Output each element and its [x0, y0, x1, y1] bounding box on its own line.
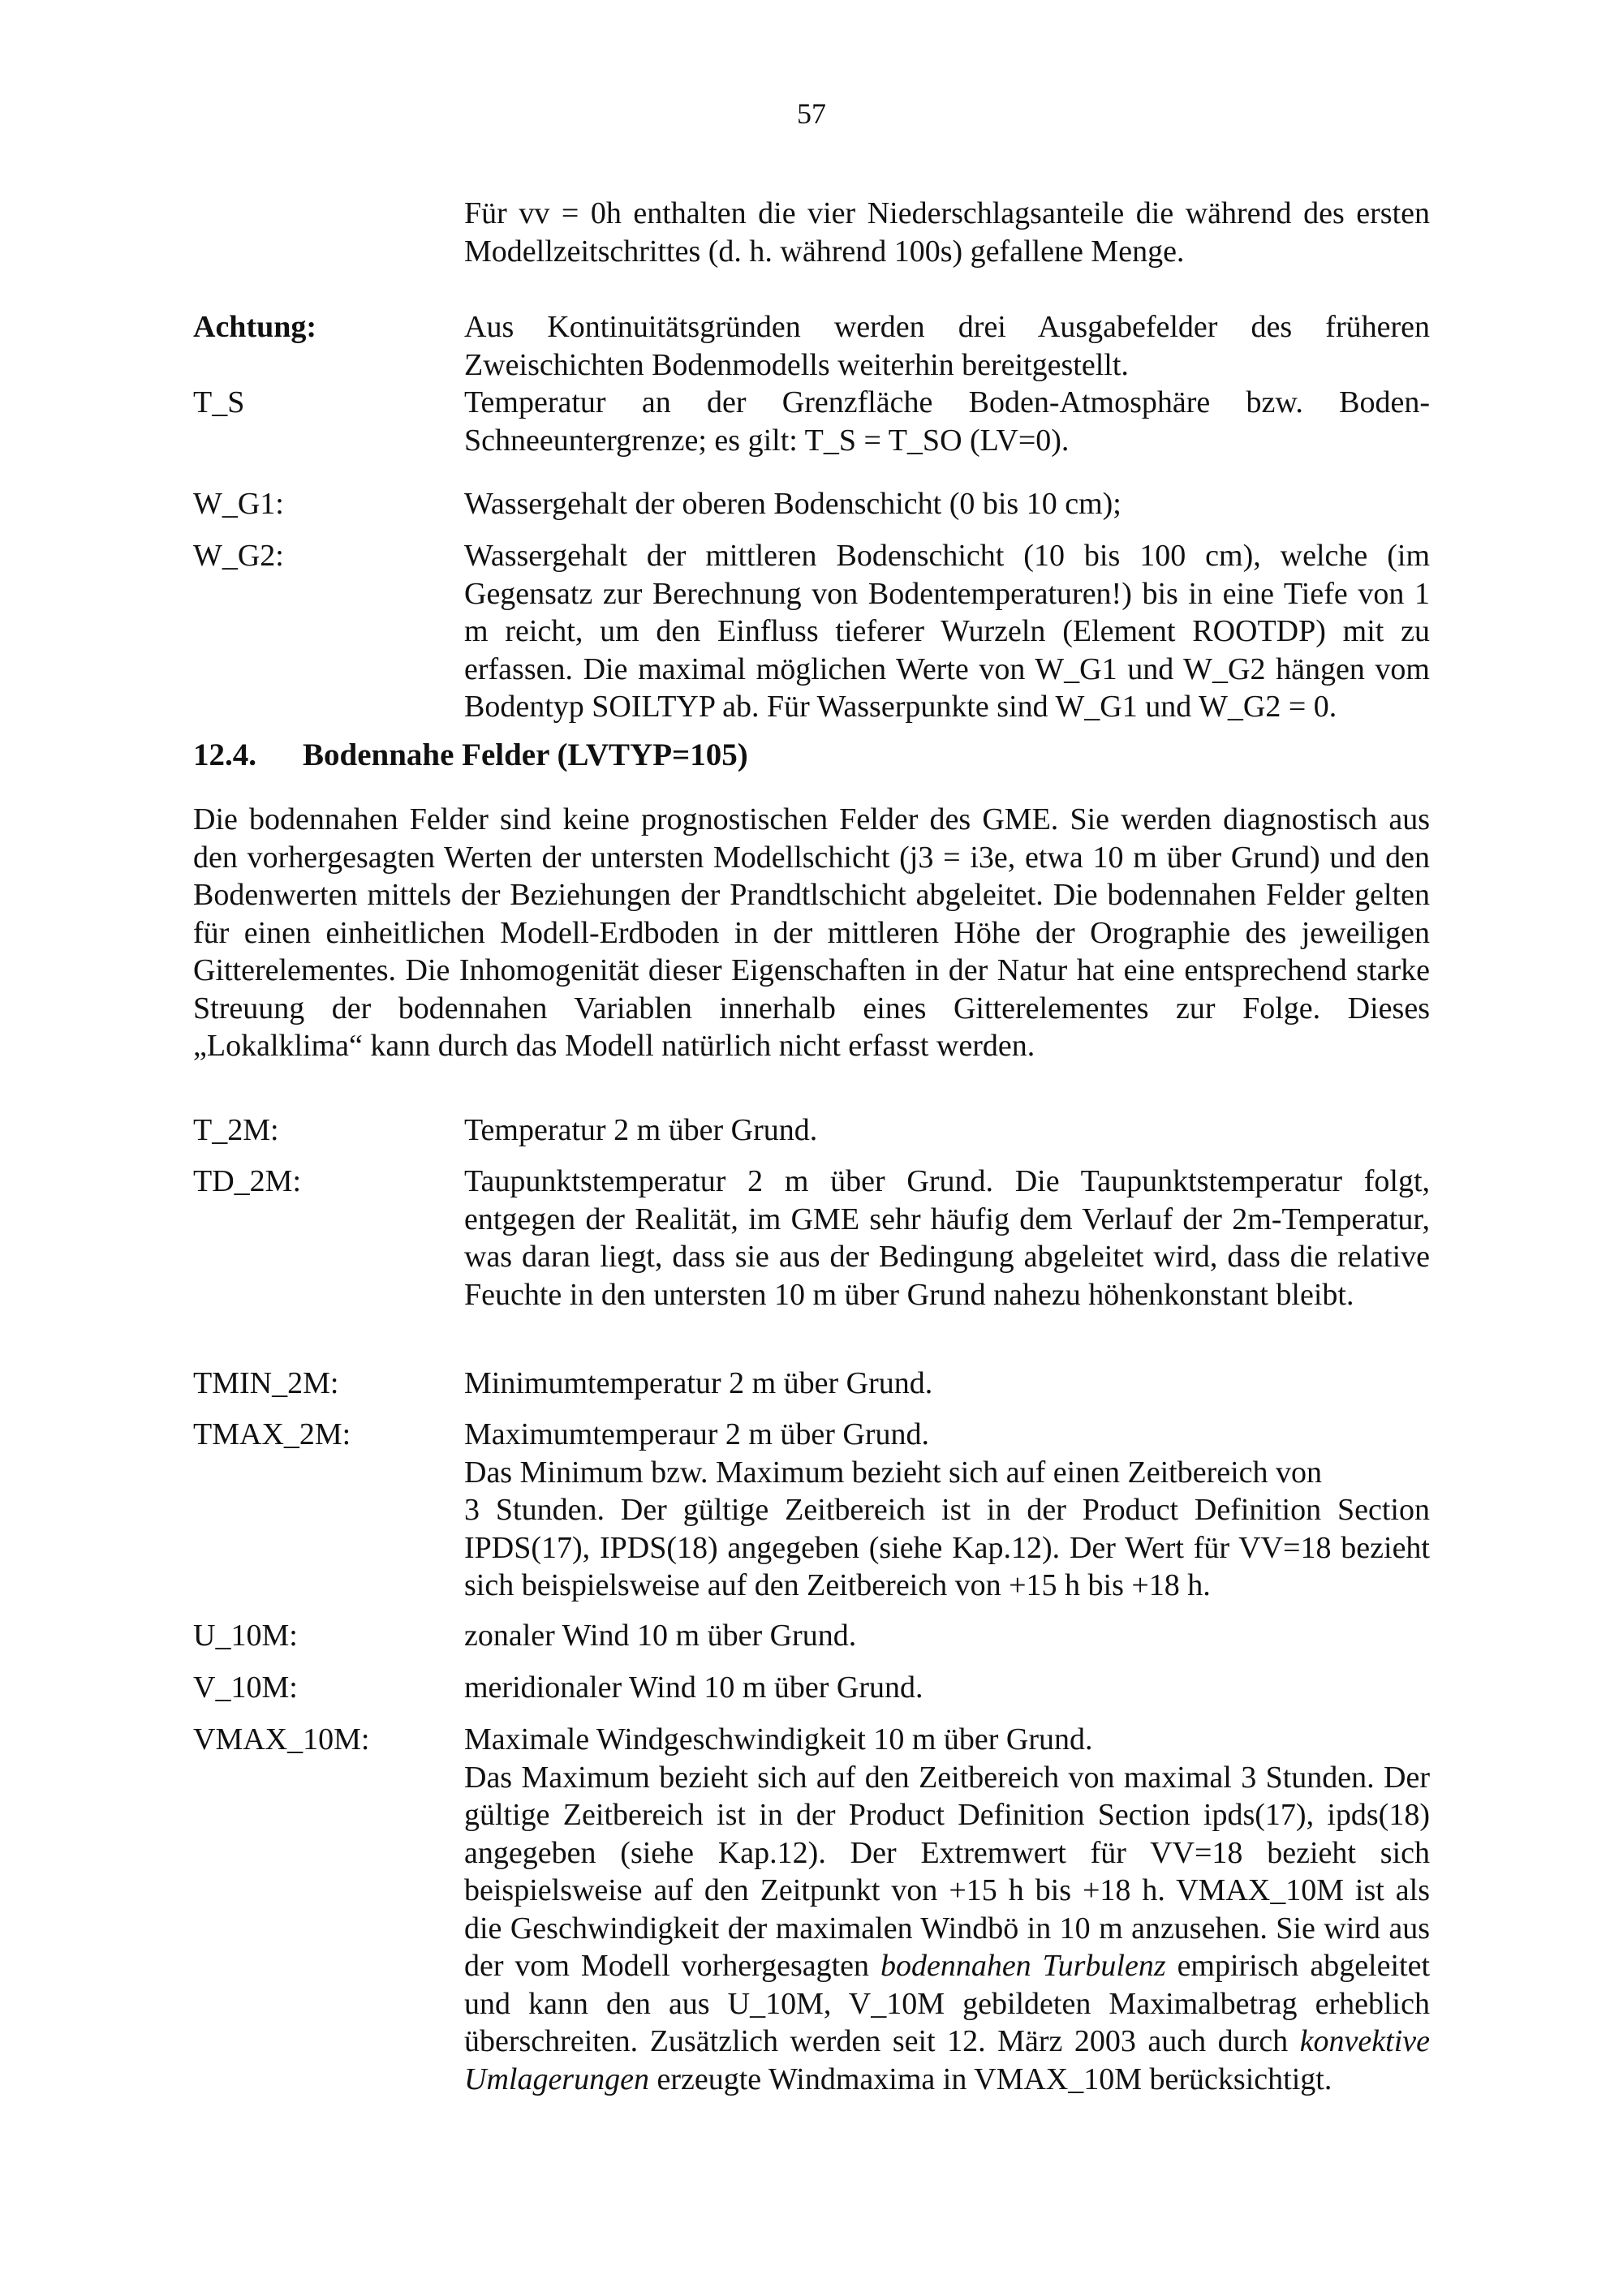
vmax-10m-note-part2: empirisch abgeleitet und kann den aus U_10M, V_10M gebildeten Maximalbetrag erheblich überschreiten. Zusätzlich werden seit 12. März 2003 auch durch [464, 1949, 1431, 2058]
term-w-g1: W_G1: [193, 487, 284, 521]
vmax-10m-note-part1: Das Maximum bezieht sich auf den Zeitbereich von maximal 3 Stunden. Der gültige Zeitbereich ist in der Product Definition Section ipds(17), ipds(18) angegeben (siehe Kap.12). Der Extremwert für VV=18 bezieht sich beispielsweise auf den Zeitpunkt von +15 h bis +18 h. VMAX_10M ist als die Geschwindigkeit der maximalen Windbö in 10 m anzusehen. Sie wird aus der vom Modell vorhergesagten [464, 1760, 1430, 1983]
page-number: 57 [797, 97, 826, 130]
definition-t-2m: Temperatur 2 m über Grund. [464, 1113, 818, 1147]
term-vmax-10m: VMAX_10M: [193, 1722, 370, 1756]
term-w-g2: W_G2: [193, 539, 284, 573]
term-t-s: T_S [193, 385, 245, 419]
vmax-10m-note-em2: konvektive Umlagerungen [464, 2024, 1430, 2096]
tmax-2m-note: 3 Stunden. Der gültige Zeitbereich ist in der Product Definition Section IPDS(17), IPDS(18) angegeben (siehe Kap.12). Der Wert für VV=18 bezieht sich beispielsweise auf den Zeitbereich von +15 h bis +18 h. [464, 1493, 1430, 1602]
achtung-text: Aus Kontinuitätsgründen werden drei Ausgabefelder des früheren Zweischichten Bodenmodells weiterhin bereitgestellt. [464, 310, 1430, 382]
term-tmax-2m: TMAX_2M: [193, 1417, 351, 1451]
term-t-2m: T_2M: [193, 1113, 279, 1147]
definition-vmax-10m [464, 1721, 1430, 2098]
tmax-2m-note-line1: Das Minimum bzw. Maximum bezieht sich auf einen Zeitbereich von [464, 1455, 1323, 1490]
intro-paragraph: Für vv = 0h enthalten die vier Niederschlagsanteile die während des ersten Modellzeitschrittes (d. h. während 100s) gefallene Menge. [464, 196, 1430, 269]
section-number: 12.4. [193, 737, 256, 772]
definition-u-10m: zonaler Wind 10 m über Grund. [464, 1619, 857, 1653]
term-tmin-2m: TMIN_2M: [193, 1366, 339, 1400]
section-heading [193, 737, 748, 774]
vmax-10m-note-part3: erzeugte Windmaxima in VMAX_10M berücksichtigt. [657, 2062, 1332, 2096]
section-paragraph: Die bodennahen Felder sind keine prognostischen Felder des GME. Sie werden diagnostisch aus den vorhergesagten Werten der untersten Modellschicht (j3 = i3e, etwa 10 m über Grund) und den Bodenwerten mittels der Beziehungen der Prandtlschicht abgeleitet. Die bodennahen Felder gelten für einen einheitlichen Modell-Erdboden in der mittleren Höhe der Orographie des jeweiligen Gitterelementes. Die Inhomogenität dieser Eigenschaften in der Natur hat eine entsprechend starke Streuung der bodennahen Variablen innerhalb eines Gitterelementes zur Folge. Dieses „Lokalklima“ kann durch das Modell natürlich nicht erfasst werden. [193, 802, 1430, 1063]
definition-td-2m: Taupunktstemperatur 2 m über Grund. Die Taupunktstemperatur folgt, entgegen der Realität, im GME sehr häufig dem Verlauf der 2m-Temperatur, was daran liegt, dass sie aus der Bedingung abgeleitet wird, dass die relative Feuchte in den untersten 10 m über Grund nahezu höhenkonstant bleibt. [464, 1164, 1430, 1312]
term-td-2m: TD_2M: [193, 1164, 301, 1198]
definition-w-g2: Wassergehalt der mittleren Bodenschicht (10 bis 100 cm), welche (im Gegensatz zur Berechnung von Bodentemperaturen!) bis in eine Tiefe von 1 m reicht, um den Einfluss tieferer Wurzeln (Element ROOTDP) mit zu erfassen. Die maximal möglichen Werte von W_G1 und W_G2 hängen vom Bodentyp SOILTYP ab. Für Wasserpunkte sind W_G1 und W_G2 = 0. [464, 539, 1430, 724]
section-title: Bodennahe Felder (LVTYP=105) [303, 737, 748, 772]
vmax-10m-title: Maximale Windgeschwindigkeit 10 m über Grund. [464, 1722, 1093, 1756]
definition-tmax-2m [464, 1416, 1430, 1605]
definition-t-s: Temperatur an der Grenzfläche Boden-Atmosphäre bzw. Boden-Schneeuntergrenze; es gilt: T_S = T_SO (LV=0). [464, 385, 1430, 458]
term-v-10m: V_10M: [193, 1670, 298, 1705]
definition-w-g1: Wassergehalt der oberen Bodenschicht (0 bis 10 cm); [464, 487, 1121, 521]
vmax-10m-note-em1: bodennahen Turbulenz [880, 1949, 1166, 1983]
term-u-10m: U_10M: [193, 1619, 298, 1653]
vmax-10m-note [464, 1759, 1430, 2099]
definition-tmin-2m: Minimumtemperatur 2 m über Grund. [464, 1366, 933, 1400]
tmax-2m-title: Maximumtemperaur 2 m über Grund. [464, 1417, 930, 1451]
achtung-label: Achtung: [193, 310, 317, 344]
definition-v-10m: meridionaler Wind 10 m über Grund. [464, 1670, 923, 1705]
